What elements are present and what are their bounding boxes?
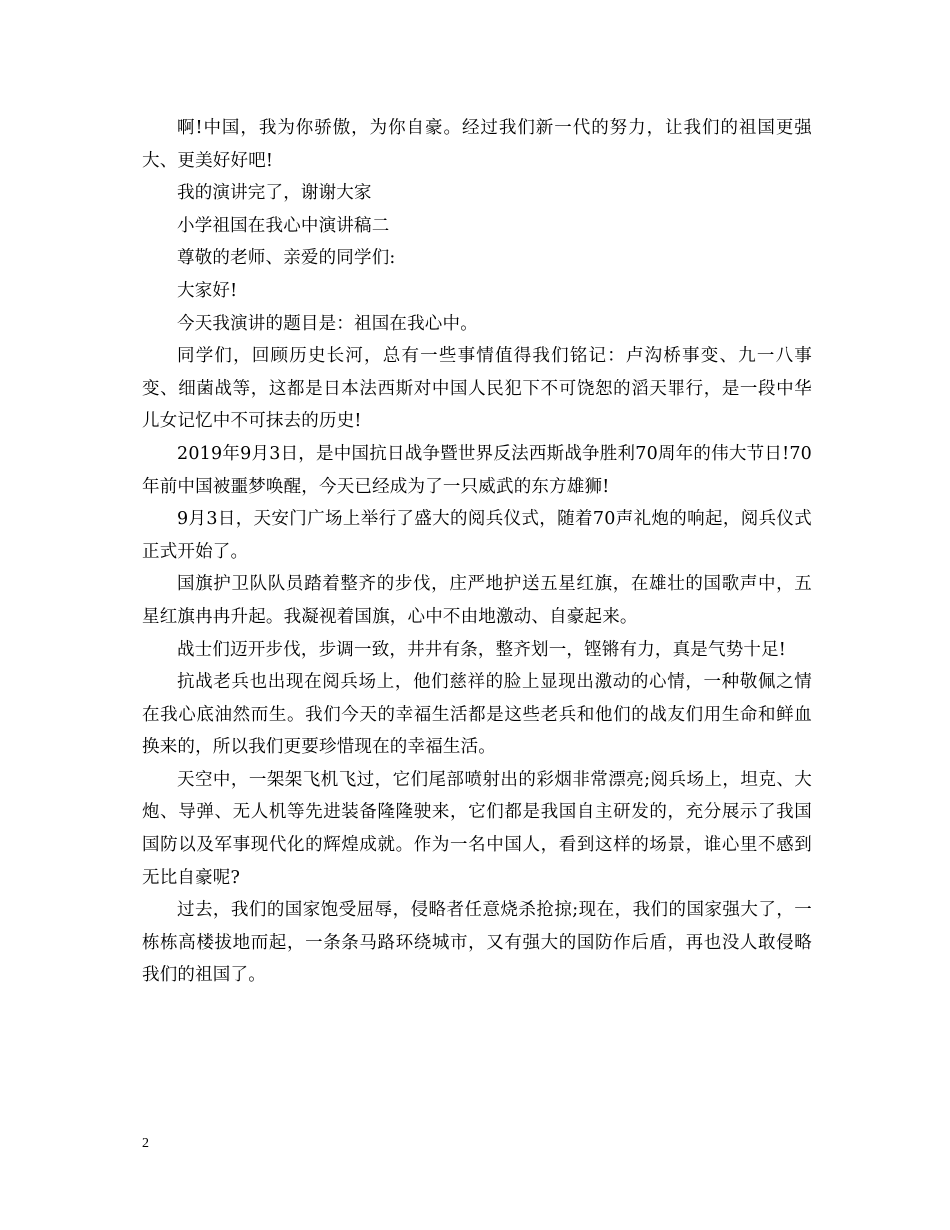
paragraph: 战士们迈开步伐，步调一致，井井有条，整齐划一，铿锵有力，真是气势十足! bbox=[177, 639, 787, 660]
document-body bbox=[142, 112, 812, 992]
paragraph: 抗战老兵也出现在阅兵场上，他们慈祥的脸上显现出激动的心情，一种敬佩之情在我心底油然而生。我们今天的幸福生活都是这些老兵和他们的战友们用生命和鲜血换来的，所以我们更要珍惜现在的幸福生活。 bbox=[142, 672, 812, 758]
paragraph: 我的演讲完了，谢谢大家 bbox=[177, 183, 372, 204]
paragraph: 2019年9月3日，是中国抗日战争暨世界反法西斯战争胜利70周年的伟大节日!70年前中国被噩梦唤醒，今天已经成为了一只威武的东方雄狮! bbox=[142, 443, 812, 497]
page-number: 2 bbox=[142, 1136, 149, 1151]
salutation: 尊敬的老师、亲爱的同学们: bbox=[177, 248, 396, 269]
paragraph: 国旗护卫队队员踏着整齐的步伐，庄严地护送五星红旗，在雄壮的国歌声中，五星红旗冉冉升起。我凝视着国旗，心中不由地激动、自豪起来。 bbox=[142, 574, 812, 627]
greeting: 大家好! bbox=[177, 280, 238, 301]
paragraph: 今天我演讲的题目是：祖国在我心中。 bbox=[177, 313, 478, 334]
paragraph: 啊!中国，我为你骄傲，为你自豪。经过我们新一代的努力，让我们的祖国更强大、更美好好吧! bbox=[142, 118, 812, 171]
paragraph: 天空中，一架架飞机飞过，它们尾部喷射出的彩烟非常漂亮;阅兵场上，坦克、大炮、导弹、无人机等先进装备隆隆驶来，它们都是我国自主研发的，充分展示了我国国防以及军事现代化的辉煌成就。作为一名中国人，看到这样的场景，谁心里不感到无比自豪呢? bbox=[142, 769, 812, 888]
section-title: 小学祖国在我心中演讲稿二 bbox=[177, 215, 390, 236]
paragraph: 同学们，回顾历史长河，总有一些事情值得我们铭记：卢沟桥事变、九一八事变、细菌战等，这都是日本法西斯对中国人民犯下不可饶恕的滔天罪行，是一段中华儿女记忆中不可抹去的历史! bbox=[142, 346, 812, 432]
paragraph: 9月3日，天安门广场上举行了盛大的阅兵仪式，随着70声礼炮的响起，阅兵仪式正式开始了。 bbox=[142, 509, 812, 562]
paragraph: 过去，我们的国家饱受屈辱，侵略者任意烧杀抢掠;现在，我们的国家强大了，一栋栋高楼拔地而起，一条条马路环绕城市，又有强大的国防作后盾，再也没人敢侵略我们的祖国了。 bbox=[142, 900, 812, 986]
